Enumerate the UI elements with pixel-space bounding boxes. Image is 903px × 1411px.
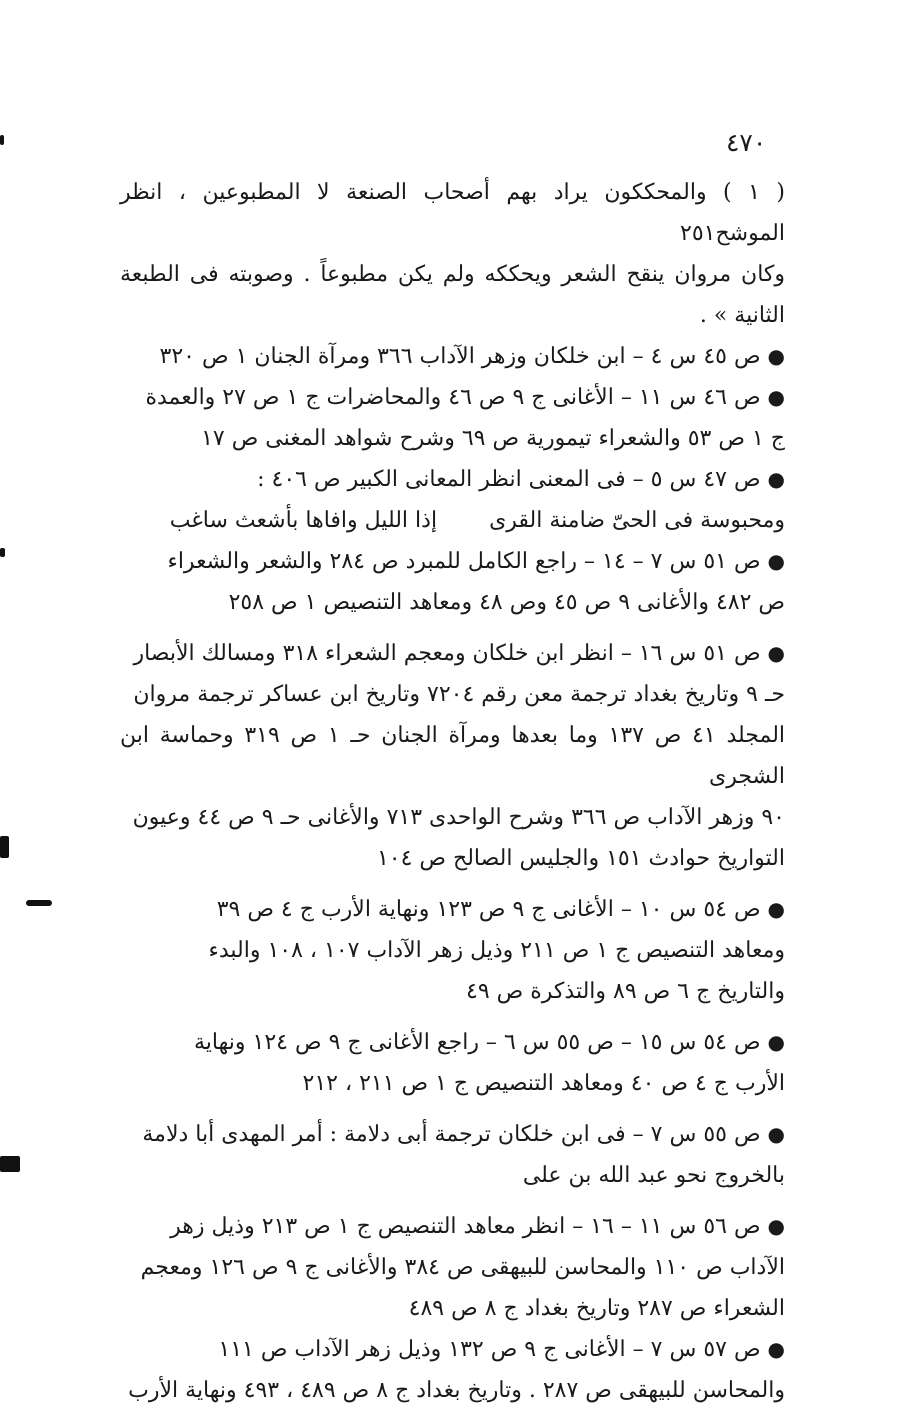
entry-line: الشعراء ص ٢٨٧ وتاريخ بغداد ج ٨ ص ٤٨٩ bbox=[408, 1296, 785, 1321]
notes-text bbox=[120, 172, 785, 1411]
bullet-icon: ● bbox=[767, 1030, 785, 1054]
entry-line: التواريخ حوادث ١٥١ والجليس الصالح ص ١٠٤ bbox=[376, 846, 785, 871]
entry-line: ص ٤٦ س ١١ – الأغانى ج ٩ ص ٤٦ والمحاضرات ج ١ ص ٢٧ والعمدة bbox=[145, 385, 761, 410]
entry bbox=[120, 1329, 785, 1411]
entry-line: والمحاسن للبيهقى ص ٢٨٧ . وتاريخ بغداد ج ٨ ص ٤٨٩ ، ٤٩٣ ونهاية الأرب bbox=[128, 1378, 785, 1403]
entry-line: المجلد ٤١ ص ١٣٧ وما بعدها ومرآة الجنان حـ ١ ص ٣١٩ وحماسة ابن الشجرى bbox=[120, 723, 786, 789]
entry bbox=[120, 1206, 785, 1329]
entry-line: ص ٤٥ س ٤ – ابن خلكان وزهر الآداب ٣٦٦ ومرآة الجنان ١ ص ٣٢٠ bbox=[159, 344, 761, 369]
entry bbox=[120, 889, 785, 1012]
bullet-icon: ● bbox=[767, 1214, 785, 1238]
bullet-icon: ● bbox=[767, 385, 785, 409]
scan-mark bbox=[0, 836, 9, 858]
entry-line: ص ٤٧ س ٥ – فى المعنى انظر المعانى الكبير ص ٤٠٦ : bbox=[257, 467, 761, 492]
scan-mark bbox=[26, 900, 52, 906]
entry bbox=[120, 1114, 785, 1196]
entry-line: ومعاهد التنصيص ج ١ ص ٢١١ وذيل زهر الآداب ١٠٧ ، ١٠٨ والبدء bbox=[208, 938, 785, 963]
verse-hemistich-second: إذا الليل وافاها بأشعث ساغب bbox=[169, 508, 438, 533]
footnote-line: ( ١ ) والمحككون يراد بهم أصحاب الصنعة لا المطبوعين ، انظر الموشح٢٥١ bbox=[120, 180, 785, 246]
entry-line: ٩٠ وزهر الآداب ص ٣٦٦ وشرح الواحدى ٧١٣ والأغانى حـ ٩ ص ٤٤ وعيون bbox=[132, 805, 785, 830]
verse-hemistich-first: ومحبوسة فى الحىّ ضامنة القرى bbox=[489, 508, 785, 533]
entry-line: ص ٥٧ س ٧ – الأغانى ج ٩ ص ١٣٢ وذيل زهر الآداب ص ١١١ bbox=[218, 1337, 761, 1362]
page-number: ٤٧٠ bbox=[726, 128, 767, 157]
bullet-icon: ● bbox=[767, 344, 785, 368]
entry bbox=[120, 459, 785, 500]
entry bbox=[120, 633, 785, 879]
entry bbox=[120, 336, 785, 377]
entry-line: حـ ٩ وتاريخ بغداد ترجمة معن رقم ٧٢٠٤ وتاريخ ابن عساكر ترجمة مروان bbox=[133, 682, 785, 707]
entry-line: ص ٥١ س ٧ – ١٤ – راجع الكامل للمبرد ص ٢٨٤ والشعر والشعراء bbox=[167, 549, 761, 574]
bullet-icon: ● bbox=[767, 549, 785, 573]
entry-line: الآداب ص ١١٠ والمحاسن للبيهقى ص ٣٨٤ والأغانى ج ٩ ص ١٢٦ ومعجم bbox=[140, 1255, 785, 1280]
entry-line: ص ٥٤ س ١٠ – الأغانى ج ٩ ص ١٢٣ ونهاية الأرب ج ٤ ص ٣٩ bbox=[216, 897, 761, 922]
entry-line: ص ٤٨٢ والأغانى ٩ ص ٤٥ وص ٤٨ ومعاهد التنصيص ١ ص ٢٥٨ bbox=[228, 590, 785, 615]
entry-line: بالخروج نحو عبد الله بن على bbox=[522, 1163, 785, 1188]
entry-line: ص ٥٦ س ١١ – ١٦ – انظر معاهد التنصيص ج ١ ص ٢١٣ وذيل زهر bbox=[170, 1214, 761, 1239]
entry-line: ص ٥٤ س ١٥ – ص ٥٥ س ٦ – راجع الأغانى ج ٩ ص ١٢٤ ونهاية bbox=[194, 1030, 761, 1055]
bullet-icon: ● bbox=[767, 897, 785, 921]
bullet-icon: ● bbox=[767, 1337, 785, 1361]
bullet-icon: ● bbox=[767, 467, 785, 491]
bullet-icon: ● bbox=[767, 1122, 785, 1146]
entry bbox=[120, 377, 785, 459]
entry-line: والتاريخ ج ٦ ص ٨٩ والتذكرة ص ٤٩ bbox=[466, 979, 785, 1004]
entry-line: الأرب ج ٤ ص ٤٠ ومعاهد التنصيص ج ١ ص ٢١١ ، ٢١٢ bbox=[302, 1071, 785, 1096]
poetry-verse bbox=[120, 500, 785, 541]
entry-line: ج ١ ص ٥٣ والشعراء تيمورية ص ٦٩ وشرح شواهد المغنى ص ١٧ bbox=[201, 426, 785, 451]
entry bbox=[120, 1022, 785, 1104]
scan-mark bbox=[0, 1156, 20, 1172]
scan-mark bbox=[0, 135, 4, 145]
bullet-icon: ● bbox=[767, 641, 785, 665]
entry-line: ص ٥٥ س ٧ – فى ابن خلكان ترجمة أبى دلامة : أمر المهدى أبا دلامة bbox=[142, 1122, 761, 1147]
scan-mark bbox=[0, 548, 5, 557]
entry-line: ص ٥١ س ١٦ – انظر ابن خلكان ومعجم الشعراء ٣١٨ ومسالك الأبصار bbox=[133, 641, 761, 666]
entry bbox=[120, 541, 785, 623]
footnote-line: وكان مروان ينقح الشعر ويحككه ولم يكن مطبوعاً . وصوبته فى الطبعة الثانية » . bbox=[120, 262, 785, 328]
